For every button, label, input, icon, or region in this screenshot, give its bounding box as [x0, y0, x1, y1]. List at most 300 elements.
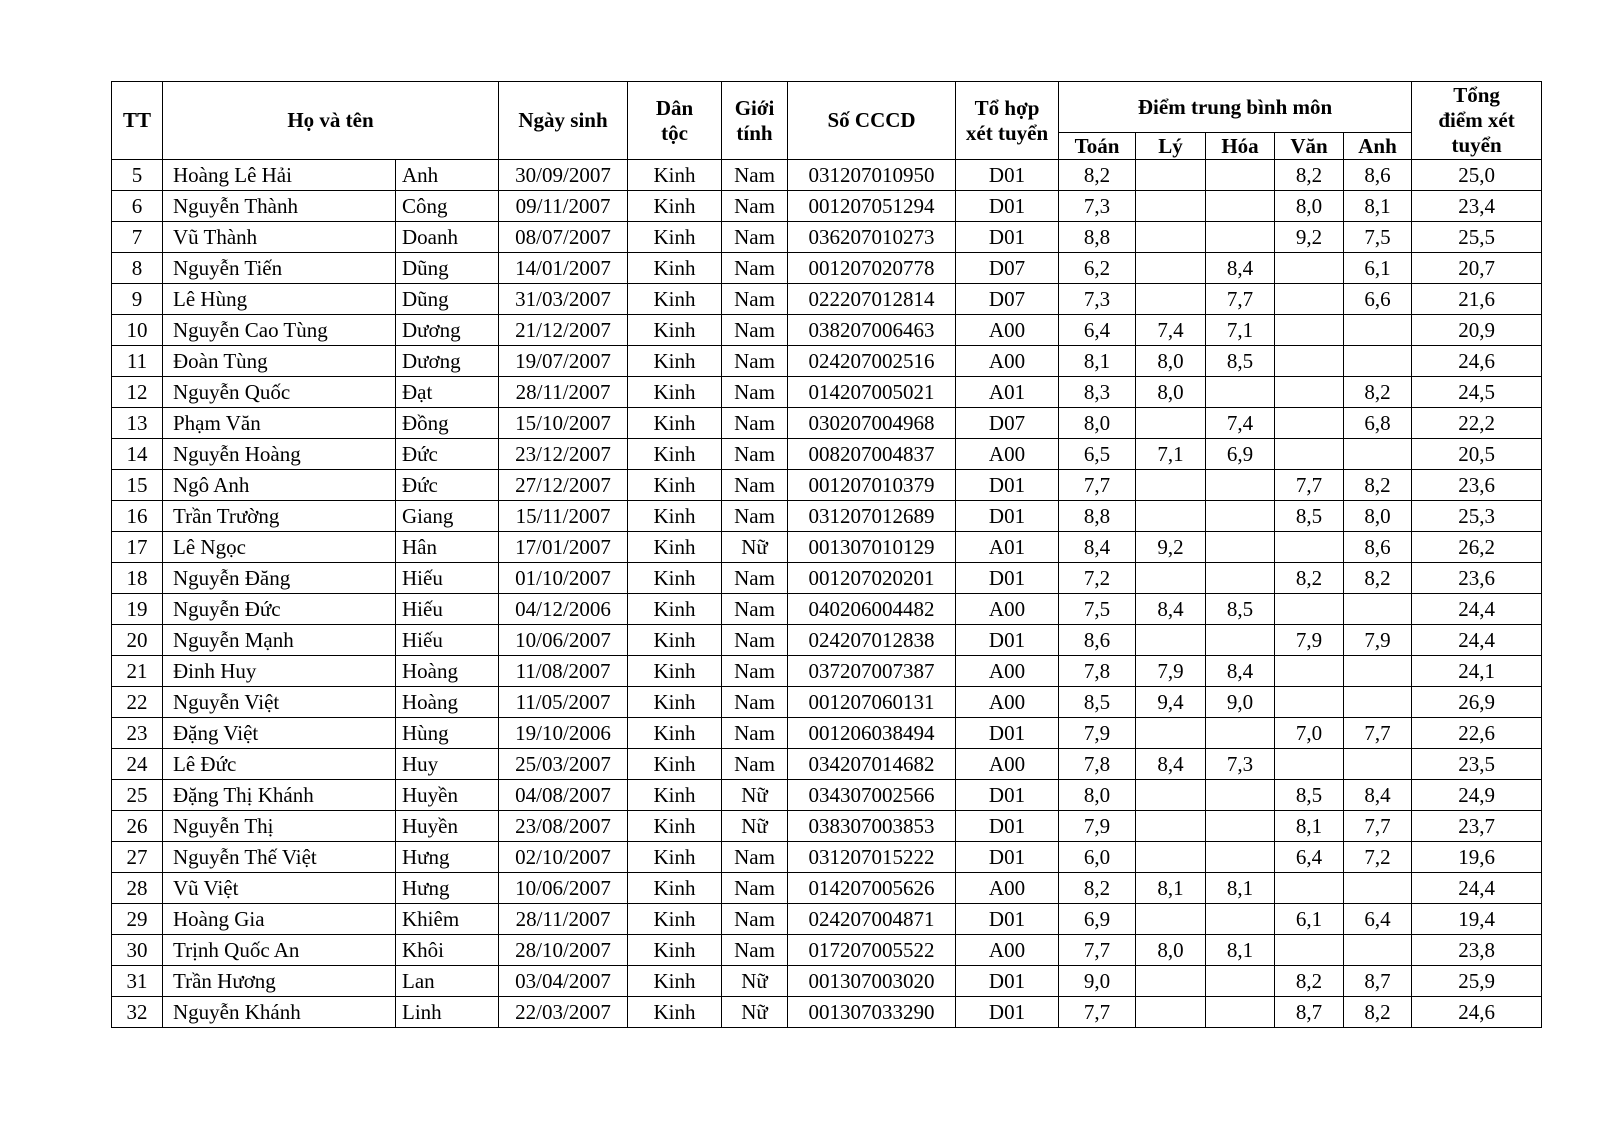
cell-ngay-sinh: 25/03/2007 — [499, 749, 628, 780]
cell-tt: 29 — [112, 904, 163, 935]
cell-ly — [1136, 408, 1206, 439]
cell-dan-toc: Kinh — [628, 563, 722, 594]
cell-to-hop: D01 — [956, 222, 1059, 253]
header-so-cccd: Số CCCD — [788, 82, 956, 160]
cell-hoa: 6,9 — [1206, 439, 1275, 470]
cell-so-cccd: 001307010129 — [788, 532, 956, 563]
cell-gioi-tinh: Nam — [722, 315, 788, 346]
cell-anh: 6,8 — [1344, 408, 1412, 439]
cell-to-hop: D01 — [956, 966, 1059, 997]
header-dan-toc-line2: tộc — [661, 120, 688, 145]
cell-dan-toc: Kinh — [628, 656, 722, 687]
cell-ten: Linh — [396, 997, 499, 1028]
cell-ngay-sinh: 11/08/2007 — [499, 656, 628, 687]
cell-so-cccd: 038207006463 — [788, 315, 956, 346]
cell-ho-dem: Lê Đức — [163, 749, 396, 780]
cell-gioi-tinh: Nam — [722, 687, 788, 718]
cell-gioi-tinh: Nam — [722, 718, 788, 749]
table-body — [112, 160, 1542, 1028]
cell-tong-diem: 25,0 — [1412, 160, 1542, 191]
cell-ho-dem: Nguyễn Thành — [163, 191, 396, 222]
cell-van — [1275, 594, 1344, 625]
cell-toan: 8,6 — [1059, 625, 1136, 656]
cell-toan: 9,0 — [1059, 966, 1136, 997]
cell-hoa: 7,7 — [1206, 284, 1275, 315]
cell-ly — [1136, 284, 1206, 315]
cell-so-cccd: 038307003853 — [788, 811, 956, 842]
cell-so-cccd: 040206004482 — [788, 594, 956, 625]
cell-to-hop: A00 — [956, 439, 1059, 470]
cell-anh — [1344, 346, 1412, 377]
cell-hoa: 7,1 — [1206, 315, 1275, 346]
cell-anh: 8,6 — [1344, 532, 1412, 563]
cell-ly: 7,4 — [1136, 315, 1206, 346]
cell-tt: 11 — [112, 346, 163, 377]
cell-ho-dem: Nguyễn Việt — [163, 687, 396, 718]
cell-dan-toc: Kinh — [628, 532, 722, 563]
cell-ten: Dương — [396, 346, 499, 377]
cell-tt: 26 — [112, 811, 163, 842]
cell-ten: Huyền — [396, 780, 499, 811]
cell-to-hop: A00 — [956, 935, 1059, 966]
cell-gioi-tinh: Nam — [722, 284, 788, 315]
cell-anh: 8,2 — [1344, 997, 1412, 1028]
cell-tong-diem: 24,4 — [1412, 594, 1542, 625]
cell-to-hop: D07 — [956, 253, 1059, 284]
cell-gioi-tinh: Nam — [722, 594, 788, 625]
cell-ten: Dũng — [396, 253, 499, 284]
cell-anh: 6,1 — [1344, 253, 1412, 284]
header-tong-diem — [1412, 82, 1542, 160]
cell-gioi-tinh: Nữ — [722, 997, 788, 1028]
cell-toan: 7,7 — [1059, 470, 1136, 501]
cell-ten: Hoàng — [396, 687, 499, 718]
cell-toan: 7,8 — [1059, 656, 1136, 687]
cell-ly: 8,1 — [1136, 873, 1206, 904]
cell-to-hop: D01 — [956, 904, 1059, 935]
cell-so-cccd: 034307002566 — [788, 780, 956, 811]
cell-anh: 7,5 — [1344, 222, 1412, 253]
table-row — [112, 966, 1542, 997]
cell-ly — [1136, 222, 1206, 253]
cell-ngay-sinh: 03/04/2007 — [499, 966, 628, 997]
cell-ten: Hưng — [396, 873, 499, 904]
cell-anh — [1344, 315, 1412, 346]
cell-anh — [1344, 687, 1412, 718]
cell-dan-toc: Kinh — [628, 253, 722, 284]
header-dan-toc — [628, 82, 722, 160]
cell-so-cccd: 031207015222 — [788, 842, 956, 873]
cell-so-cccd: 001207020778 — [788, 253, 956, 284]
cell-ly: 8,0 — [1136, 346, 1206, 377]
cell-ten: Đạt — [396, 377, 499, 408]
cell-anh — [1344, 749, 1412, 780]
header-tong-line2: điểm xét — [1438, 108, 1515, 132]
header-toan: Toán — [1059, 133, 1136, 160]
cell-tong-diem: 24,1 — [1412, 656, 1542, 687]
cell-to-hop: D01 — [956, 718, 1059, 749]
cell-dan-toc: Kinh — [628, 408, 722, 439]
cell-so-cccd: 001207060131 — [788, 687, 956, 718]
cell-van — [1275, 346, 1344, 377]
cell-van — [1275, 408, 1344, 439]
cell-van — [1275, 749, 1344, 780]
cell-anh — [1344, 873, 1412, 904]
header-gioi-tinh — [722, 82, 788, 160]
cell-tong-diem: 22,6 — [1412, 718, 1542, 749]
cell-gioi-tinh: Nam — [722, 873, 788, 904]
cell-ly: 8,0 — [1136, 377, 1206, 408]
cell-ho-dem: Lê Ngọc — [163, 532, 396, 563]
cell-tt: 28 — [112, 873, 163, 904]
cell-gioi-tinh: Nam — [722, 501, 788, 532]
cell-tong-diem: 25,9 — [1412, 966, 1542, 997]
cell-ten: Đức — [396, 439, 499, 470]
cell-toan: 8,0 — [1059, 408, 1136, 439]
cell-ly — [1136, 780, 1206, 811]
table-row — [112, 315, 1542, 346]
cell-gioi-tinh: Nam — [722, 408, 788, 439]
cell-van — [1275, 873, 1344, 904]
cell-so-cccd: 037207007387 — [788, 656, 956, 687]
cell-toan: 8,8 — [1059, 222, 1136, 253]
cell-ten: Hùng — [396, 718, 499, 749]
cell-ho-dem: Trần Trường — [163, 501, 396, 532]
cell-hoa — [1206, 842, 1275, 873]
cell-gioi-tinh: Nam — [722, 904, 788, 935]
cell-van: 8,2 — [1275, 966, 1344, 997]
cell-tt: 20 — [112, 625, 163, 656]
table-row — [112, 718, 1542, 749]
cell-ten: Dương — [396, 315, 499, 346]
cell-ly: 9,2 — [1136, 532, 1206, 563]
cell-ho-dem: Nguyễn Mạnh — [163, 625, 396, 656]
cell-so-cccd: 001207010379 — [788, 470, 956, 501]
cell-ngay-sinh: 23/08/2007 — [499, 811, 628, 842]
header-to-hop-line1: Tổ hợp — [974, 95, 1040, 120]
cell-toan: 8,5 — [1059, 687, 1136, 718]
cell-tt: 21 — [112, 656, 163, 687]
cell-ngay-sinh: 15/11/2007 — [499, 501, 628, 532]
cell-ngay-sinh: 22/03/2007 — [499, 997, 628, 1028]
cell-tt: 32 — [112, 997, 163, 1028]
cell-ly — [1136, 501, 1206, 532]
cell-ly — [1136, 160, 1206, 191]
cell-tt: 16 — [112, 501, 163, 532]
cell-ly — [1136, 625, 1206, 656]
cell-to-hop: D01 — [956, 470, 1059, 501]
cell-hoa — [1206, 532, 1275, 563]
cell-hoa: 8,5 — [1206, 594, 1275, 625]
cell-van: 7,0 — [1275, 718, 1344, 749]
cell-van: 8,2 — [1275, 563, 1344, 594]
cell-ngay-sinh: 15/10/2007 — [499, 408, 628, 439]
cell-gioi-tinh: Nữ — [722, 532, 788, 563]
header-ho-va-ten: Họ và tên — [163, 82, 499, 160]
cell-gioi-tinh: Nam — [722, 935, 788, 966]
cell-tt: 30 — [112, 935, 163, 966]
cell-to-hop: A01 — [956, 377, 1059, 408]
cell-ngay-sinh: 10/06/2007 — [499, 625, 628, 656]
cell-ho-dem: Nguyễn Quốc — [163, 377, 396, 408]
cell-hoa — [1206, 904, 1275, 935]
table-row — [112, 842, 1542, 873]
cell-van: 6,4 — [1275, 842, 1344, 873]
cell-hoa — [1206, 780, 1275, 811]
cell-to-hop: D01 — [956, 501, 1059, 532]
cell-van — [1275, 935, 1344, 966]
cell-ten: Lan — [396, 966, 499, 997]
table-row — [112, 687, 1542, 718]
cell-gioi-tinh: Nam — [722, 625, 788, 656]
cell-ngay-sinh: 23/12/2007 — [499, 439, 628, 470]
cell-dan-toc: Kinh — [628, 439, 722, 470]
cell-toan: 8,0 — [1059, 780, 1136, 811]
cell-toan: 6,0 — [1059, 842, 1136, 873]
cell-tong-diem: 20,5 — [1412, 439, 1542, 470]
cell-gioi-tinh: Nam — [722, 191, 788, 222]
cell-tong-diem: 19,4 — [1412, 904, 1542, 935]
header-van: Văn — [1275, 133, 1344, 160]
table-row — [112, 625, 1542, 656]
cell-so-cccd: 001207020201 — [788, 563, 956, 594]
cell-dan-toc: Kinh — [628, 687, 722, 718]
cell-so-cccd: 001207051294 — [788, 191, 956, 222]
cell-ten: Giang — [396, 501, 499, 532]
cell-so-cccd: 031207010950 — [788, 160, 956, 191]
cell-tong-diem: 24,9 — [1412, 780, 1542, 811]
table-row — [112, 563, 1542, 594]
cell-ly — [1136, 842, 1206, 873]
cell-anh: 8,0 — [1344, 501, 1412, 532]
cell-dan-toc: Kinh — [628, 346, 722, 377]
cell-gioi-tinh: Nam — [722, 222, 788, 253]
cell-hoa — [1206, 625, 1275, 656]
cell-ho-dem: Nguyễn Đăng — [163, 563, 396, 594]
cell-dan-toc: Kinh — [628, 997, 722, 1028]
cell-hoa — [1206, 997, 1275, 1028]
table-row — [112, 253, 1542, 284]
cell-to-hop: A00 — [956, 656, 1059, 687]
cell-so-cccd: 008207004837 — [788, 439, 956, 470]
cell-van: 8,7 — [1275, 997, 1344, 1028]
cell-to-hop: D01 — [956, 625, 1059, 656]
cell-ly: 8,0 — [1136, 935, 1206, 966]
cell-tong-diem: 25,5 — [1412, 222, 1542, 253]
cell-hoa: 7,3 — [1206, 749, 1275, 780]
cell-to-hop: D01 — [956, 842, 1059, 873]
cell-to-hop: D01 — [956, 191, 1059, 222]
cell-van: 6,1 — [1275, 904, 1344, 935]
cell-to-hop: D07 — [956, 284, 1059, 315]
cell-gioi-tinh: Nam — [722, 346, 788, 377]
cell-toan: 7,3 — [1059, 191, 1136, 222]
cell-tong-diem: 24,4 — [1412, 873, 1542, 904]
table-row — [112, 284, 1542, 315]
cell-toan: 8,4 — [1059, 532, 1136, 563]
cell-tt: 25 — [112, 780, 163, 811]
cell-ho-dem: Trịnh Quốc An — [163, 935, 396, 966]
cell-ho-dem: Vũ Việt — [163, 873, 396, 904]
cell-tong-diem: 20,7 — [1412, 253, 1542, 284]
cell-tt: 17 — [112, 532, 163, 563]
cell-dan-toc: Kinh — [628, 191, 722, 222]
cell-ly: 9,4 — [1136, 687, 1206, 718]
cell-toan: 7,2 — [1059, 563, 1136, 594]
cell-ho-dem: Nguyễn Thế Việt — [163, 842, 396, 873]
cell-ten: Dũng — [396, 284, 499, 315]
cell-dan-toc: Kinh — [628, 718, 722, 749]
cell-tong-diem: 25,3 — [1412, 501, 1542, 532]
cell-so-cccd: 024207004871 — [788, 904, 956, 935]
cell-van: 8,5 — [1275, 501, 1344, 532]
cell-dan-toc: Kinh — [628, 377, 722, 408]
cell-tong-diem: 23,6 — [1412, 470, 1542, 501]
cell-ten: Hiếu — [396, 625, 499, 656]
cell-hoa: 8,1 — [1206, 935, 1275, 966]
cell-to-hop: A00 — [956, 594, 1059, 625]
cell-van — [1275, 284, 1344, 315]
cell-ho-dem: Ngô Anh — [163, 470, 396, 501]
cell-ngay-sinh: 04/08/2007 — [499, 780, 628, 811]
cell-ten: Đức — [396, 470, 499, 501]
cell-ly: 8,4 — [1136, 749, 1206, 780]
cell-dan-toc: Kinh — [628, 904, 722, 935]
cell-anh — [1344, 439, 1412, 470]
table-row — [112, 997, 1542, 1028]
cell-gioi-tinh: Nam — [722, 377, 788, 408]
cell-toan: 7,8 — [1059, 749, 1136, 780]
table-row — [112, 408, 1542, 439]
cell-dan-toc: Kinh — [628, 966, 722, 997]
cell-tt: 12 — [112, 377, 163, 408]
cell-tong-diem: 23,7 — [1412, 811, 1542, 842]
cell-dan-toc: Kinh — [628, 470, 722, 501]
cell-dan-toc: Kinh — [628, 811, 722, 842]
cell-toan: 8,8 — [1059, 501, 1136, 532]
cell-ho-dem: Nguyễn Đức — [163, 594, 396, 625]
cell-hoa — [1206, 191, 1275, 222]
table-row — [112, 377, 1542, 408]
table-row — [112, 873, 1542, 904]
cell-to-hop: D01 — [956, 811, 1059, 842]
cell-gioi-tinh: Nam — [722, 253, 788, 284]
table-row — [112, 346, 1542, 377]
cell-toan: 8,3 — [1059, 377, 1136, 408]
cell-ngay-sinh: 28/10/2007 — [499, 935, 628, 966]
cell-ly: 8,4 — [1136, 594, 1206, 625]
table-row — [112, 811, 1542, 842]
cell-hoa — [1206, 811, 1275, 842]
cell-tt: 15 — [112, 470, 163, 501]
header-gioi-tinh-line1: Giới — [734, 95, 775, 120]
cell-so-cccd: 024207002516 — [788, 346, 956, 377]
cell-hoa — [1206, 160, 1275, 191]
cell-hoa: 8,5 — [1206, 346, 1275, 377]
cell-gioi-tinh: Nam — [722, 842, 788, 873]
cell-van: 7,7 — [1275, 470, 1344, 501]
cell-ho-dem: Nguyễn Cao Tùng — [163, 315, 396, 346]
cell-anh — [1344, 935, 1412, 966]
cell-gioi-tinh: Nam — [722, 439, 788, 470]
cell-hoa — [1206, 470, 1275, 501]
cell-toan: 6,9 — [1059, 904, 1136, 935]
cell-so-cccd: 001307033290 — [788, 997, 956, 1028]
cell-anh — [1344, 594, 1412, 625]
cell-hoa — [1206, 222, 1275, 253]
cell-gioi-tinh: Nữ — [722, 811, 788, 842]
table-row — [112, 904, 1542, 935]
cell-to-hop: A00 — [956, 315, 1059, 346]
cell-hoa: 8,1 — [1206, 873, 1275, 904]
cell-ngay-sinh: 30/09/2007 — [499, 160, 628, 191]
cell-tt: 5 — [112, 160, 163, 191]
cell-tong-diem: 23,4 — [1412, 191, 1542, 222]
cell-tong-diem: 24,6 — [1412, 346, 1542, 377]
cell-dan-toc: Kinh — [628, 625, 722, 656]
header-tong-line3: tuyển — [1451, 133, 1502, 157]
cell-dan-toc: Kinh — [628, 501, 722, 532]
cell-dan-toc: Kinh — [628, 160, 722, 191]
cell-van — [1275, 439, 1344, 470]
cell-so-cccd: 001206038494 — [788, 718, 956, 749]
header-tt: TT — [112, 82, 163, 160]
cell-van: 9,2 — [1275, 222, 1344, 253]
cell-toan: 8,2 — [1059, 160, 1136, 191]
cell-hoa — [1206, 501, 1275, 532]
cell-gioi-tinh: Nam — [722, 749, 788, 780]
cell-gioi-tinh: Nam — [722, 563, 788, 594]
cell-van — [1275, 315, 1344, 346]
cell-tong-diem: 26,2 — [1412, 532, 1542, 563]
cell-ly — [1136, 718, 1206, 749]
cell-ngay-sinh: 04/12/2006 — [499, 594, 628, 625]
cell-ten: Khiêm — [396, 904, 499, 935]
cell-ngay-sinh: 08/07/2007 — [499, 222, 628, 253]
cell-so-cccd: 014207005626 — [788, 873, 956, 904]
cell-ly — [1136, 563, 1206, 594]
cell-dan-toc: Kinh — [628, 873, 722, 904]
cell-ten: Khôi — [396, 935, 499, 966]
cell-tong-diem: 21,6 — [1412, 284, 1542, 315]
header-tong-line1: Tổng — [1453, 83, 1500, 107]
cell-ho-dem: Vũ Thành — [163, 222, 396, 253]
cell-ly — [1136, 191, 1206, 222]
cell-toan: 7,7 — [1059, 935, 1136, 966]
table-row — [112, 594, 1542, 625]
cell-to-hop: A01 — [956, 532, 1059, 563]
cell-anh: 8,2 — [1344, 563, 1412, 594]
cell-ten: Anh — [396, 160, 499, 191]
cell-dan-toc: Kinh — [628, 284, 722, 315]
cell-so-cccd: 034207014682 — [788, 749, 956, 780]
cell-to-hop: A00 — [956, 749, 1059, 780]
cell-van — [1275, 687, 1344, 718]
cell-anh: 8,1 — [1344, 191, 1412, 222]
cell-gioi-tinh: Nam — [722, 160, 788, 191]
cell-ten: Hân — [396, 532, 499, 563]
cell-gioi-tinh: Nữ — [722, 966, 788, 997]
cell-gioi-tinh: Nam — [722, 656, 788, 687]
cell-to-hop: D07 — [956, 408, 1059, 439]
cell-toan: 7,7 — [1059, 997, 1136, 1028]
cell-anh: 6,4 — [1344, 904, 1412, 935]
cell-toan: 6,2 — [1059, 253, 1136, 284]
cell-ly — [1136, 904, 1206, 935]
cell-gioi-tinh: Nữ — [722, 780, 788, 811]
cell-to-hop: D01 — [956, 997, 1059, 1028]
cell-hoa: 8,4 — [1206, 253, 1275, 284]
